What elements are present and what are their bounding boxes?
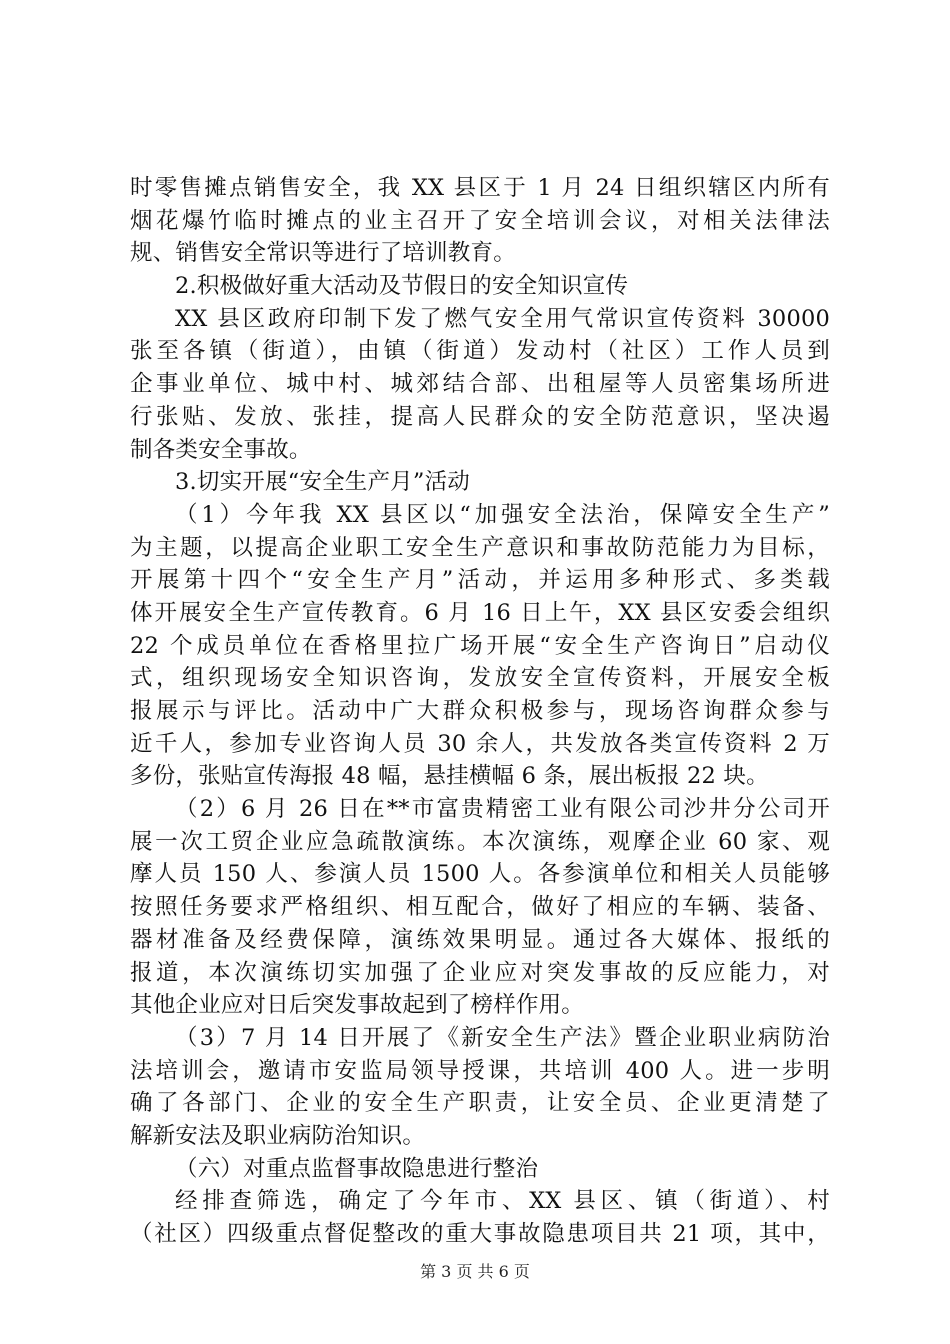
body-line: （3）7 月 14 日开展了《新安全生产法》暨企业职业病防治 [175, 1024, 830, 1051]
body-line: 报道，本次演练切实加强了企业应对突发事故的反应能力，对 [130, 959, 830, 986]
body-line: （1）今年我 XX 县区以“加强安全法治，保障安全生产” [175, 501, 830, 528]
body-line: 器材准备及经费保障，演练效果明显。通过各大媒体、报纸的 [130, 926, 830, 953]
body-line: 按照任务要求严格组织、相互配合，做好了相应的车辆、装备、 [130, 894, 830, 921]
body-line: （2）6 月 26 日在**市富贵精密工业有限公司沙井分公司开 [175, 796, 830, 823]
body-line: 开展第十四个“安全生产月”活动，并运用多种形式、多类载 [130, 567, 830, 594]
body-line: 张至各镇（街道），由镇（街道）发动村（社区）工作人员到 [130, 338, 830, 365]
body-line: 解新安法及职业病防治知识。 [130, 1122, 426, 1149]
section-heading: （六）对重点监督事故隐患进行整治 [175, 1155, 539, 1182]
body-line: 体开展安全生产宣传教育。6 月 16 日上午，XX 县区安委会组织 [130, 599, 830, 626]
page-number-label: 第 3 页 共 6 页 [420, 1262, 530, 1281]
body-line: XX 县区政府印制下发了燃气安全用气常识宣传资料 30000 [175, 305, 830, 332]
document-body [130, 172, 830, 1251]
body-line: 行张贴、发放、张挂，提高人民群众的安全防范意识，坚决遏 [130, 403, 830, 430]
body-line: 制各类安全事故。 [130, 436, 312, 463]
body-line: 展一次工贸企业应急疏散演练。本次演练，观摩企业 60 家、观 [130, 828, 830, 855]
body-line: 摩人员 150 人、参演人员 1500 人。各参演单位和相关人员能够 [130, 861, 830, 888]
body-line: 其他企业应对日后突发事故起到了榜样作用。 [130, 992, 585, 1019]
body-line: 企事业单位、城中村、城郊结合部、出租屋等人员密集场所进 [130, 371, 830, 398]
page-footer [0, 1262, 950, 1282]
body-line: 经排查筛选，确定了今年市、XX 县区、镇（街道）、村 [175, 1188, 830, 1215]
body-line: 22 个成员单位在香格里拉广场开展“安全生产咨询日”启动仪 [130, 632, 830, 659]
body-line: 法培训会，邀请市安监局领导授课，共培训 400 人。进一步明 [130, 1057, 830, 1084]
body-line: 烟花爆竹临时摊点的业主召开了安全培训会议，对相关法律法 [130, 207, 830, 234]
body-line: 确了各部门、企业的安全生产职责，让安全员、企业更清楚了 [130, 1090, 830, 1117]
body-line: 近千人，参加专业咨询人员 30 余人，共发放各类宣传资料 2 万 [130, 730, 830, 757]
body-line: 规、销售安全常识等进行了培训教育。 [130, 240, 516, 267]
body-line: 多份，张贴宣传海报 48 幅，悬挂横幅 6 条，展出板报 22 块。 [130, 763, 769, 790]
section-heading: 3.切实开展“安全生产月”活动 [175, 469, 470, 496]
section-heading: 2.积极做好重大活动及节假日的安全知识宣传 [175, 273, 629, 300]
body-line: 时零售摊点销售安全，我 XX 县区于 1 月 24 日组织辖区内所有 [130, 175, 830, 201]
body-line: （社区）四级重点督促整改的重大事故隐患项目共 21 项，其中， [130, 1221, 830, 1247]
body-line: 报展示与评比。活动中广大群众积极参与，现场咨询群众参与 [130, 698, 830, 724]
body-line: 式，组织现场安全知识咨询，发放安全宣传资料，开展安全板 [130, 665, 830, 692]
body-line: 为主题，以提高企业职工安全生产意识和事故防范能力为目标， [130, 534, 830, 561]
